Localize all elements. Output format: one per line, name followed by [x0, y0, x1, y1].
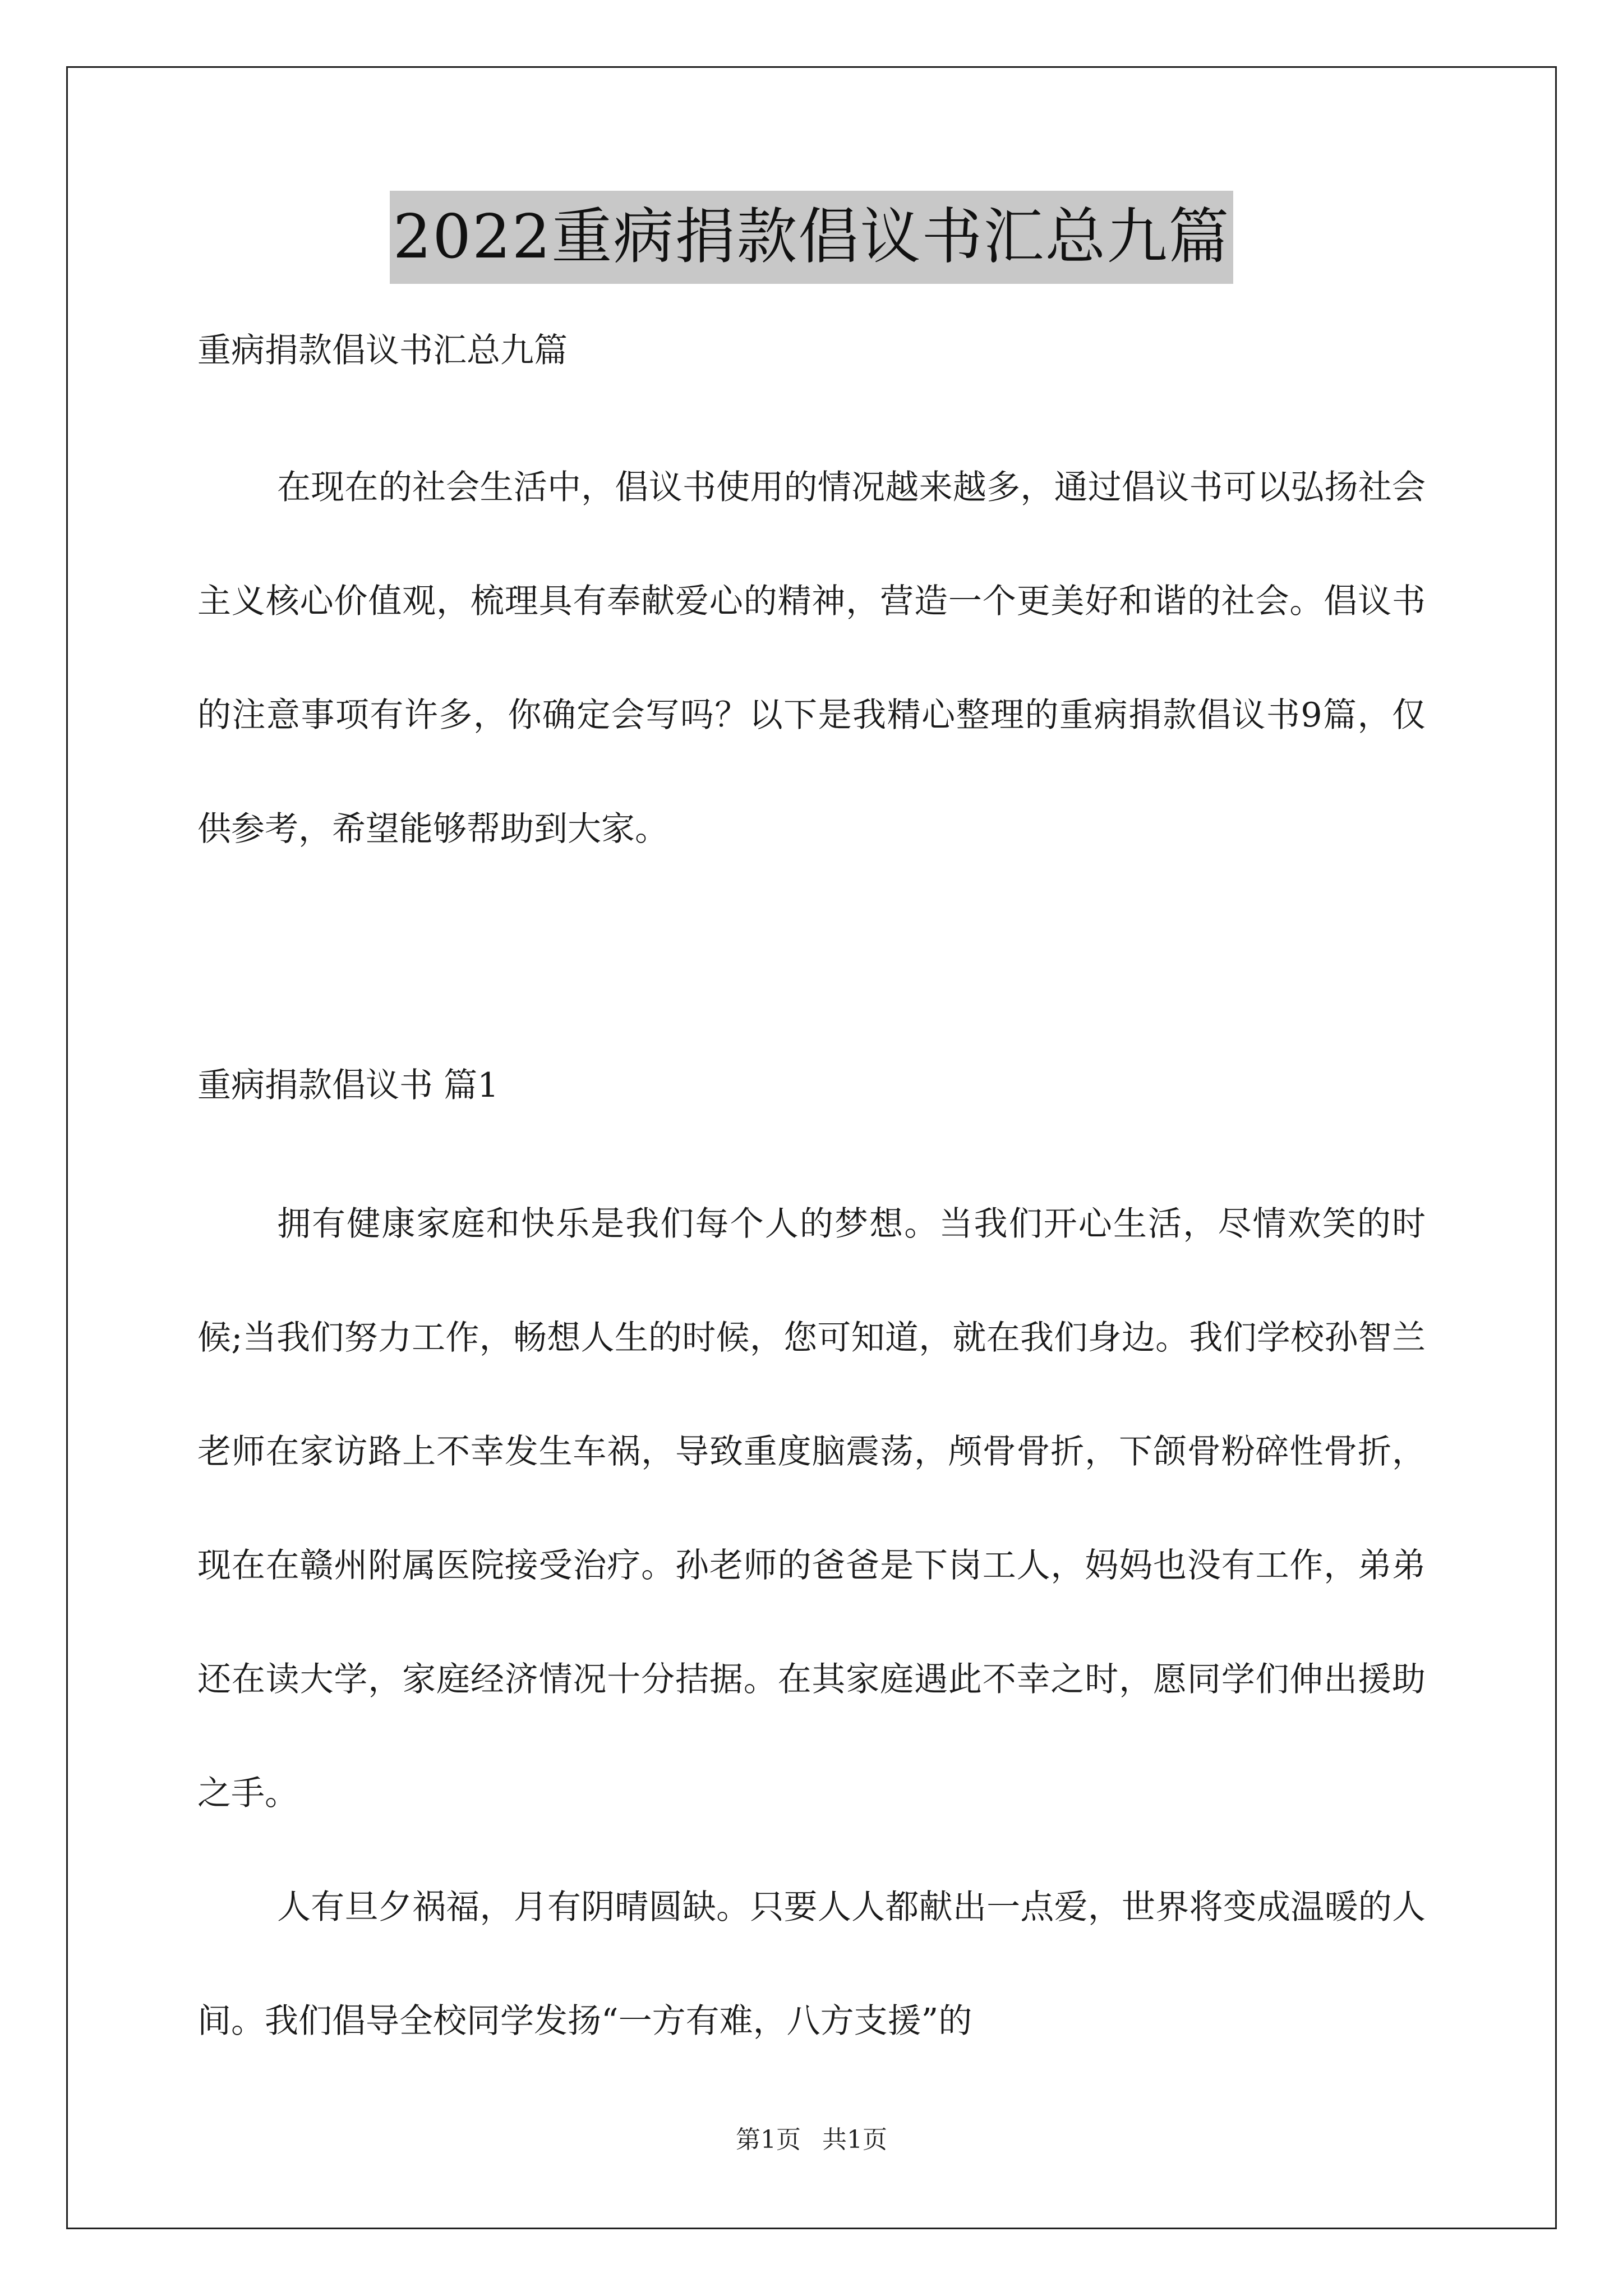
section-1-paragraph-2: 人有旦夕祸福，月有阴晴圆缺。只要人人都献出一点爱，世界将变成温暖的人间。我们倡导全校同学发扬“一方有难，八方支援”的 [197, 1888, 1426, 2041]
page-footer [0, 2123, 1623, 2157]
intro-paragraph: 在现在的社会生活中，倡议书使用的情况越来越多，通过倡议书可以弘扬社会主义核心价值观，梳理具有奉献爱心的精神，营造一个更美好和谐的社会。倡议书的注意事项有许多，你确定会写吗？以下是我精心整理的重病捐款倡议书9篇，仅供参考，希望能够帮助到大家。 [197, 468, 1426, 849]
page-total: 共1页 [822, 2125, 887, 2154]
section-1-paragraph-1: 拥有健康家庭和快乐是我们每个人的梦想。当我们开心生活，尽情欢笑的时候;当我们努力工作，畅想人生的时候，您可知道，就在我们身边。我们学校孙智兰老师在家访路上不幸发生车祸，导致重度脑震荡，颅骨骨折，下颌骨粉碎性骨折，现在在赣州附属医院接受治疗。孙老师的爸爸是下岗工人，妈妈也没有工作，弟弟还在读大学，家庭经济情况十分拮据。在其家庭遇此不幸之时，愿同学们伸出援助之手。 [197, 1204, 1426, 1813]
document-subtitle: 重病捐款倡议书汇总九篇 [197, 331, 568, 370]
title-wrap [0, 191, 1623, 284]
intro-paragraph-block [197, 431, 1426, 886]
section-1-body [197, 1167, 1426, 2078]
section-1-heading: 重病捐款倡议书 篇1 [197, 1066, 499, 1105]
document-title: 2022重病捐款倡议书汇总九篇 [390, 191, 1234, 284]
page-number: 第1页 [736, 2125, 801, 2154]
